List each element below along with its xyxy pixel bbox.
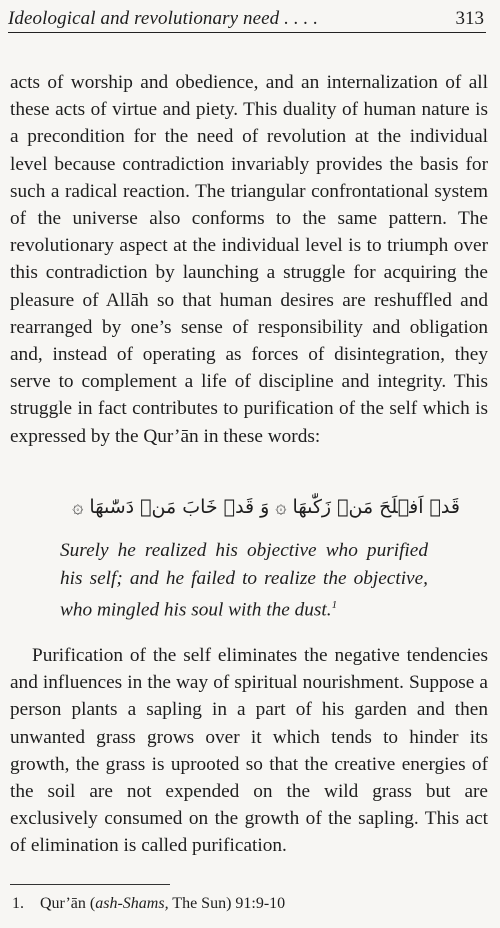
running-title: Ideological and revolutionary need . . . . [8, 8, 319, 29]
page-number: 313 [455, 8, 484, 29]
footnote-number: 1. [12, 895, 24, 912]
footnote-divider [10, 884, 170, 885]
footnote: 1. Qur’ān (ash-Shams, The Sun) 91:9-10 [12, 895, 286, 912]
footnote-ref: 1 [331, 599, 338, 611]
footnote-source: Qur’ān [40, 895, 86, 912]
arabic-verse: قَدۡ اَفۡلَحَ مَنۡ زَكّٰىهَا ۞ وَ قَدۡ خَابَ مَنۡ دَسّٰىهَا ۞ [72, 496, 460, 518]
footnote-reference: The Sun) 91:9-10 [172, 895, 286, 912]
running-header [8, 8, 486, 33]
paragraph-2: Purification of the self eliminates the negative tendencies and influences in the way of spiritual nourishment. Suppose a person plants a sapling in a part of his garden and then unwanted grass grows over it which tends to hinder its growth, the grass is uprooted so that the creative energies of the soil are not expended on the wild grass but are exclusively consumed on the growth of the sapling. This act of elimination is called purification. [10, 645, 488, 857]
verse-translation [60, 537, 428, 624]
footnote-surah: ash-Shams, [95, 895, 169, 912]
paragraph-1: acts of worship and obedience, and an internalization of all these acts of virtue and piety. This duality of human nature is a precondition for the need of revolution at the individual level because contradiction invariably provides the basis for such a radical reaction. The triangular confrontational system of the universe also conforms to the same pattern. The revolutionary aspect at the individual level is to triumph over this contradiction by launching a struggle for acquiring the pleasure of Allāh so that human desires are reshuffled and rearranged by one’s sense of responsibility and obligation and, instead of operating as forces of disintegration, they serve to complement a life of discipline and integrity. This struggle in fact contributes to purification of the self which is expressed by the Qur’ān in these words: [10, 72, 488, 447]
translation-text: Surely he realized his objective who purified his self; and he failed to realize the objective, who mingled his soul with the dust. [60, 540, 428, 621]
